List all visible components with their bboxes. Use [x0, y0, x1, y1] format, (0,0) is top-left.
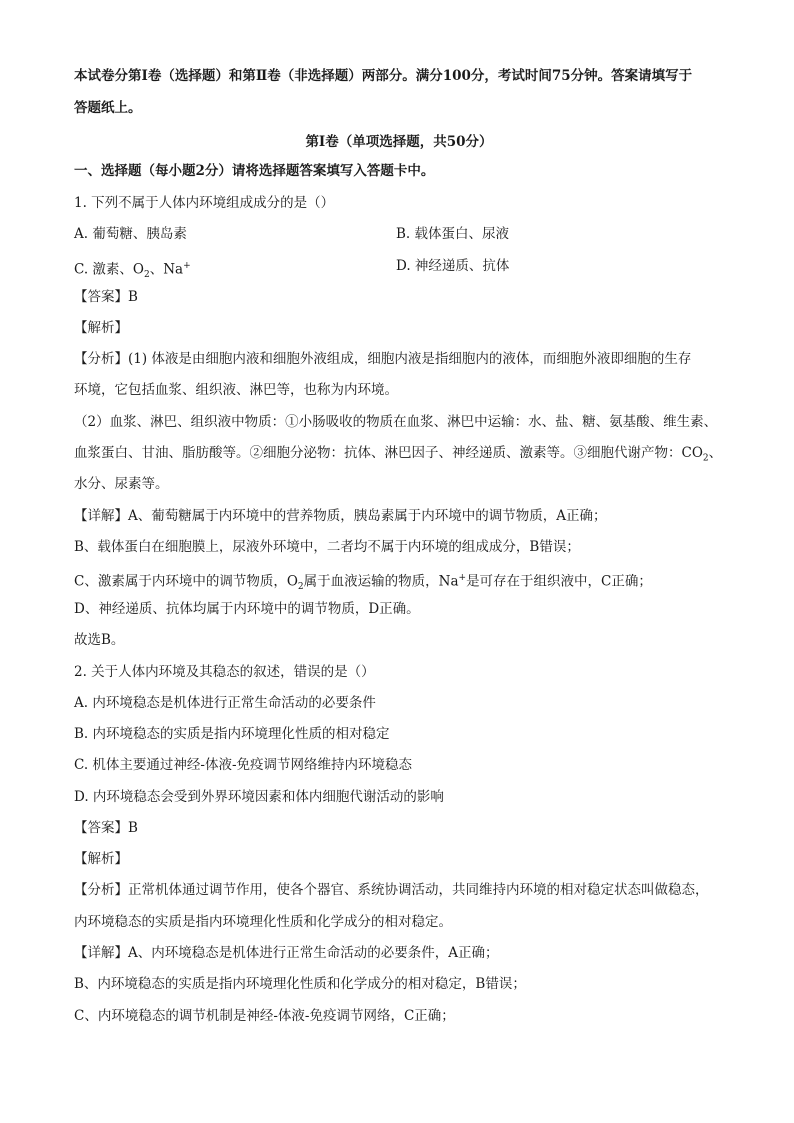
- intro-line-1: 本试卷分第Ⅰ卷（选择题）和第Ⅱ卷（非选择题）两部分。满分100分，考试时间75分钟。答案请填写于: [74, 68, 693, 84]
- q1-option-d: D. 神经递质、抗体: [396, 258, 510, 274]
- part1-title: 第Ⅰ卷（单项选择题，共50分）: [305, 134, 493, 150]
- q2-answer: 【答案】B: [74, 820, 138, 836]
- q2-detail-line-3: C、内环境稳态的调节机制是神经-体液-免疫调节网络，C正确；: [74, 1008, 455, 1024]
- q1-analysis-line-2: 环境，它包括血浆、组织液、淋巴等，也称为内环境。: [74, 382, 398, 398]
- q1-stem: 1. 下列不属于人体内环境组成成分的是（）: [74, 195, 335, 211]
- q1-answer: 【答案】B: [74, 289, 138, 305]
- q1-option-c: C. 激素、$O_2$、Na+: [74, 261, 191, 281]
- q2-option-a: A. 内环境稳态是机体进行正常生命活动的必要条件: [74, 695, 376, 711]
- q2-analysis-line-1: 【分析】正常机体通过调节作用，使各个器官、系统协调活动，共同维持内环境的相对稳定状态叫做稳态，: [74, 882, 709, 898]
- q1-analysis-line-4: 血浆蛋白、甘油、脂肪酸等。②细胞分泌物：抗体、淋巴因子、神经递质、激素等。③细胞代谢产物：$CO_2$、: [74, 445, 723, 464]
- q1-detail-line-1: 【详解】A、葡萄糖属于内环境中的营养物质，胰岛素属于内环境中的调节物质，A正确；: [74, 508, 607, 524]
- q1-detail-line-4: D、神经递质、抗体均属于内环境中的调节物质，D正确。: [74, 601, 420, 617]
- q2-option-d: D. 内环境稳态会受到外界环境因素和体内细胞代谢活动的影响: [74, 789, 444, 805]
- q1-conclusion: 故选B。: [74, 632, 125, 648]
- q2-option-c: C. 机体主要通过神经-体液-免疫调节网络维持内环境稳态: [74, 757, 413, 773]
- q2-analysis-label: 【解析】: [74, 851, 128, 867]
- q2-stem: 2. 关于人体内环境及其稳态的叙述，错误的是（）: [74, 664, 375, 680]
- section1-header: 一、选择题（每小题2分）请将选择题答案填写入答题卡中。: [74, 163, 435, 179]
- intro-line-2: 答题纸上。: [74, 100, 142, 116]
- q1-analysis-line-1: 【分析】(1) 体液是由细胞内液和细胞外液组成，细胞内液是指细胞内的液体，而细胞外液即细胞的生存: [74, 351, 692, 367]
- q1-analysis-line-3: （2）血浆、淋巴、组织液中物质：①小肠吸收的物质在血浆、淋巴中运输：水、盐、糖、氨基酸、维生素、: [74, 414, 718, 430]
- q1-detail-line-2: B、载体蛋白在细胞膜上，尿液外环境中，二者均不属于内环境的组成成分，B错误；: [74, 539, 580, 555]
- q1-option-a: A. 葡萄糖、胰岛素: [74, 226, 187, 242]
- q1-analysis-label: 【解析】: [74, 320, 128, 336]
- q2-detail-line-1: 【详解】A、内环境稳态是机体进行正常生命活动的必要条件，A正确；: [74, 945, 499, 961]
- q2-option-b: B. 内环境稳态的实质是指内环境理化性质的相对稳定: [74, 726, 390, 742]
- q2-analysis-line-2: 内环境稳态的实质是指内环境理化性质和化学成分的相对稳定。: [74, 914, 452, 930]
- q1-option-b: B. 载体蛋白、尿液: [396, 226, 510, 242]
- q1-analysis-line-5: 水分、尿素等。: [74, 476, 169, 492]
- q2-detail-line-2: B、内环境稳态的实质是指内环境理化性质和化学成分的相对稳定，B错误；: [74, 976, 526, 992]
- q1-detail-line-3: C、激素属于内环境中的调节物质，$O_2$属于血液运输的物质，Na+是可存在于组织液中，C正确；: [74, 573, 652, 593]
